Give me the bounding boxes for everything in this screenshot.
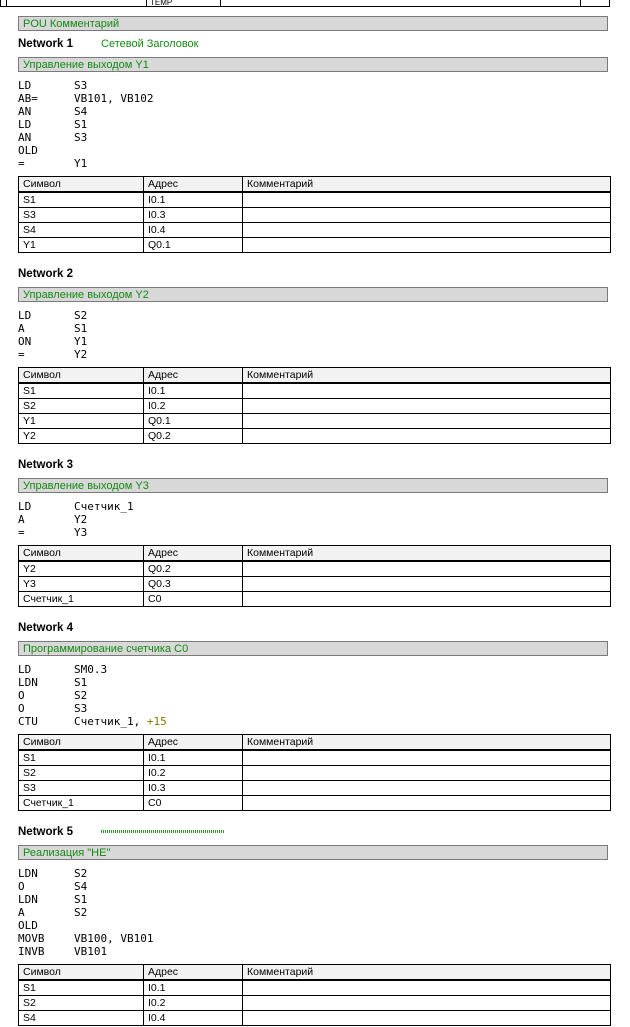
- comment-cell[interactable]: [243, 766, 611, 781]
- comment-cell[interactable]: [243, 750, 611, 766]
- symbol-cell[interactable]: S4: [19, 1011, 144, 1026]
- instruction: OLD: [18, 919, 38, 932]
- network-label[interactable]: Network 4: [18, 622, 73, 634]
- table-row[interactable]: [19, 561, 611, 577]
- network-label[interactable]: Network 1: [18, 38, 73, 50]
- symbol-table: [18, 545, 611, 607]
- instruction: =: [18, 157, 25, 170]
- instruction: LD: [18, 309, 32, 322]
- comment-cell[interactable]: [243, 781, 611, 796]
- symbol-cell[interactable]: S1: [19, 750, 144, 766]
- code-line[interactable]: [18, 348, 87, 361]
- address-cell[interactable]: Q0.2: [144, 561, 243, 577]
- symbol-cell[interactable]: S1: [19, 192, 144, 208]
- table-header-row: [19, 735, 611, 751]
- address-cell[interactable]: I0.3: [144, 781, 243, 796]
- network-title[interactable]: Сетевой Заголовок: [101, 38, 199, 50]
- instruction: LD: [18, 79, 32, 92]
- symbol-cell[interactable]: Y1: [19, 414, 144, 429]
- operand: S4: [74, 880, 88, 893]
- code-line[interactable]: [18, 932, 153, 945]
- network-comment[interactable]: Реализация "НЕ": [18, 845, 608, 860]
- network-label[interactable]: Network 3: [18, 459, 73, 471]
- instruction: LD: [18, 500, 32, 513]
- network-label[interactable]: Network 2: [18, 268, 73, 280]
- table-row[interactable]: [19, 383, 611, 399]
- address-cell[interactable]: I0.3: [144, 208, 243, 223]
- operand: S2: [74, 309, 88, 322]
- code-line[interactable]: [18, 880, 153, 893]
- operand: Счетчик_1,: [74, 715, 141, 728]
- column-header-comment[interactable]: Комментарий: [243, 735, 611, 751]
- table-row[interactable]: [19, 796, 611, 811]
- symbol-table: [18, 176, 611, 253]
- symbol-cell[interactable]: Y3: [19, 577, 144, 592]
- code-line[interactable]: [18, 118, 153, 131]
- table-row[interactable]: [19, 429, 611, 444]
- code-line[interactable]: [18, 309, 87, 322]
- instruction: MOVB: [18, 932, 45, 945]
- code-line[interactable]: [18, 663, 167, 676]
- operand: S2: [74, 906, 88, 919]
- code-line[interactable]: [18, 92, 153, 105]
- comment-cell[interactable]: [243, 383, 611, 399]
- code-line[interactable]: [18, 157, 153, 170]
- column-header-comment[interactable]: Комментарий: [243, 965, 611, 981]
- column-header-address[interactable]: Адрес: [144, 735, 243, 751]
- constant: +15: [140, 715, 167, 728]
- network-comment[interactable]: Управление выходом Y3: [18, 478, 608, 493]
- symbol-cell[interactable]: S1: [19, 383, 144, 399]
- code-line[interactable]: [18, 867, 153, 880]
- symbol-cell[interactable]: S2: [19, 766, 144, 781]
- code-line[interactable]: [18, 335, 87, 348]
- comment-cell[interactable]: [243, 399, 611, 414]
- column-header-comment[interactable]: Комментарий: [243, 368, 611, 384]
- code-line[interactable]: [18, 526, 134, 539]
- instruction: O: [18, 702, 25, 715]
- pou-comment[interactable]: POU Комментарий: [18, 16, 608, 31]
- comment-cell[interactable]: [243, 996, 611, 1011]
- address-cell[interactable]: I0.4: [144, 1011, 243, 1026]
- comment-cell[interactable]: [243, 192, 611, 208]
- operand: Y2: [74, 513, 88, 526]
- table-row[interactable]: [19, 781, 611, 796]
- network-comment[interactable]: Управление выходом Y2: [18, 287, 608, 302]
- address-cell[interactable]: I0.1: [144, 980, 243, 996]
- comment-cell[interactable]: [243, 577, 611, 592]
- network-comment[interactable]: Программирование счетчика C0: [18, 641, 608, 656]
- code-line[interactable]: [18, 919, 153, 932]
- instruction: CTU: [18, 715, 38, 728]
- operand: VB101, VB102: [74, 92, 154, 105]
- table-row[interactable]: [19, 996, 611, 1011]
- symbol-cell[interactable]: Счетчик_1: [19, 796, 144, 811]
- symbol-table: [18, 964, 611, 1026]
- instruction: AN: [18, 131, 32, 144]
- table-row[interactable]: [19, 750, 611, 766]
- code-line[interactable]: [18, 500, 134, 513]
- address-cell[interactable]: I0.2: [144, 996, 243, 1011]
- stl-code-block[interactable]: [18, 867, 153, 958]
- table-row[interactable]: [19, 414, 611, 429]
- stl-code-block[interactable]: [18, 663, 167, 728]
- stl-code-block[interactable]: [18, 79, 153, 170]
- address-cell[interactable]: I0.1: [144, 750, 243, 766]
- top-table-fragment: [0, 0, 630, 8]
- column-header-symbol[interactable]: Символ: [19, 546, 144, 562]
- top-cell: [580, 0, 610, 7]
- top-cell: [6, 0, 148, 7]
- column-header-symbol[interactable]: Символ: [19, 177, 144, 193]
- operand: VB100, VB101: [74, 932, 154, 945]
- table-header-row: [19, 965, 611, 981]
- table-row[interactable]: [19, 592, 611, 607]
- column-header-symbol[interactable]: Символ: [19, 368, 144, 384]
- symbol-cell[interactable]: S2: [19, 399, 144, 414]
- symbol-cell[interactable]: S3: [19, 208, 144, 223]
- column-header-comment[interactable]: Комментарий: [243, 546, 611, 562]
- table-header-row: [19, 546, 611, 562]
- stl-code-block[interactable]: [18, 309, 87, 361]
- table-row[interactable]: [19, 766, 611, 781]
- operand: Y1: [74, 335, 88, 348]
- symbol-table: [18, 367, 611, 444]
- address-cell[interactable]: I0.1: [144, 192, 243, 208]
- column-header-symbol[interactable]: Символ: [19, 965, 144, 981]
- operand: S3: [74, 79, 88, 92]
- address-cell[interactable]: I0.2: [144, 399, 243, 414]
- operand: VB101: [74, 945, 108, 958]
- code-line[interactable]: [18, 105, 153, 118]
- column-header-address[interactable]: Адрес: [144, 546, 243, 562]
- instruction: INVB: [18, 945, 45, 958]
- symbol-cell[interactable]: Y1: [19, 238, 144, 253]
- code-line[interactable]: [18, 513, 134, 526]
- instruction: LDN: [18, 867, 38, 880]
- top-cell-text: TEMP: [150, 0, 173, 6]
- operand: Y2: [74, 348, 88, 361]
- code-line[interactable]: [18, 715, 167, 728]
- comment-cell[interactable]: [243, 414, 611, 429]
- instruction: =: [18, 348, 25, 361]
- code-line[interactable]: [18, 689, 167, 702]
- stl-code-block[interactable]: [18, 500, 134, 539]
- table-row[interactable]: [19, 238, 611, 253]
- code-line[interactable]: [18, 144, 153, 157]
- symbol-cell[interactable]: S1: [19, 980, 144, 996]
- table-row[interactable]: [19, 208, 611, 223]
- instruction: ON: [18, 335, 32, 348]
- operand: S2: [74, 689, 88, 702]
- table-row[interactable]: [19, 1011, 611, 1026]
- instruction: AB=: [18, 92, 38, 105]
- symbol-cell[interactable]: S4: [19, 223, 144, 238]
- operand: S3: [74, 131, 88, 144]
- comment-cell[interactable]: [243, 429, 611, 444]
- symbol-cell[interactable]: S2: [19, 996, 144, 1011]
- top-cell: [220, 0, 582, 7]
- address-cell[interactable]: I0.4: [144, 223, 243, 238]
- code-line[interactable]: [18, 79, 153, 92]
- top-cell: [146, 0, 222, 7]
- address-cell[interactable]: Q0.1: [144, 414, 243, 429]
- table-row[interactable]: [19, 980, 611, 996]
- column-header-symbol[interactable]: Символ: [19, 735, 144, 751]
- symbol-cell[interactable]: S3: [19, 781, 144, 796]
- symbol-cell[interactable]: Y2: [19, 561, 144, 577]
- code-line[interactable]: [18, 676, 167, 689]
- table-row[interactable]: [19, 399, 611, 414]
- address-cell[interactable]: Q0.2: [144, 429, 243, 444]
- operand: Счетчик_1: [74, 500, 134, 513]
- comment-cell[interactable]: [243, 980, 611, 996]
- address-cell[interactable]: I0.1: [144, 383, 243, 399]
- instruction: A: [18, 322, 25, 335]
- operand: S1: [74, 118, 88, 131]
- code-line[interactable]: [18, 131, 153, 144]
- instruction: LDN: [18, 676, 38, 689]
- column-header-address[interactable]: Адрес: [144, 368, 243, 384]
- address-cell[interactable]: Q0.3: [144, 577, 243, 592]
- comment-cell[interactable]: [243, 238, 611, 253]
- network-comment[interactable]: Управление выходом Y1: [18, 57, 608, 72]
- operand: SM0.3: [74, 663, 108, 676]
- instruction: AN: [18, 105, 32, 118]
- operand: S4: [74, 105, 88, 118]
- column-header-comment[interactable]: Комментарий: [243, 177, 611, 193]
- comment-cell[interactable]: [243, 592, 611, 607]
- comment-cell[interactable]: [243, 561, 611, 577]
- table-row[interactable]: [19, 192, 611, 208]
- address-cell[interactable]: I0.2: [144, 766, 243, 781]
- comment-cell[interactable]: [243, 1011, 611, 1026]
- symbol-cell[interactable]: Счетчик_1: [19, 592, 144, 607]
- table-header-row: [19, 368, 611, 384]
- instruction: LD: [18, 663, 32, 676]
- operand: Y3: [74, 526, 88, 539]
- instruction: O: [18, 689, 25, 702]
- operand: Y1: [74, 157, 88, 170]
- address-cell[interactable]: C0: [144, 796, 243, 811]
- network-label[interactable]: Network 5: [18, 826, 73, 838]
- instruction: OLD: [18, 144, 38, 157]
- symbol-table: [18, 734, 611, 811]
- code-line[interactable]: [18, 322, 87, 335]
- instruction: A: [18, 906, 25, 919]
- code-line[interactable]: [18, 893, 153, 906]
- operand: S3: [74, 702, 88, 715]
- address-cell[interactable]: Q0.1: [144, 238, 243, 253]
- instruction: LDN: [18, 893, 38, 906]
- operand: S1: [74, 676, 88, 689]
- table-row[interactable]: [19, 577, 611, 592]
- column-header-address[interactable]: Адрес: [144, 965, 243, 981]
- comment-cell[interactable]: [243, 796, 611, 811]
- code-line[interactable]: [18, 945, 153, 958]
- instruction: A: [18, 513, 25, 526]
- address-cell[interactable]: C0: [144, 592, 243, 607]
- comment-cell[interactable]: [243, 223, 611, 238]
- operand: S1: [74, 322, 88, 335]
- table-row[interactable]: [19, 223, 611, 238]
- comment-cell[interactable]: [243, 208, 611, 223]
- network-title-placeholder[interactable]: [101, 830, 224, 833]
- operand: S1: [74, 893, 88, 906]
- table-header-row: [19, 177, 611, 193]
- code-line[interactable]: [18, 906, 153, 919]
- column-header-address[interactable]: Адрес: [144, 177, 243, 193]
- operand: S2: [74, 867, 88, 880]
- instruction: =: [18, 526, 25, 539]
- instruction: O: [18, 880, 25, 893]
- symbol-cell[interactable]: Y2: [19, 429, 144, 444]
- instruction: LD: [18, 118, 32, 131]
- code-line[interactable]: [18, 702, 167, 715]
